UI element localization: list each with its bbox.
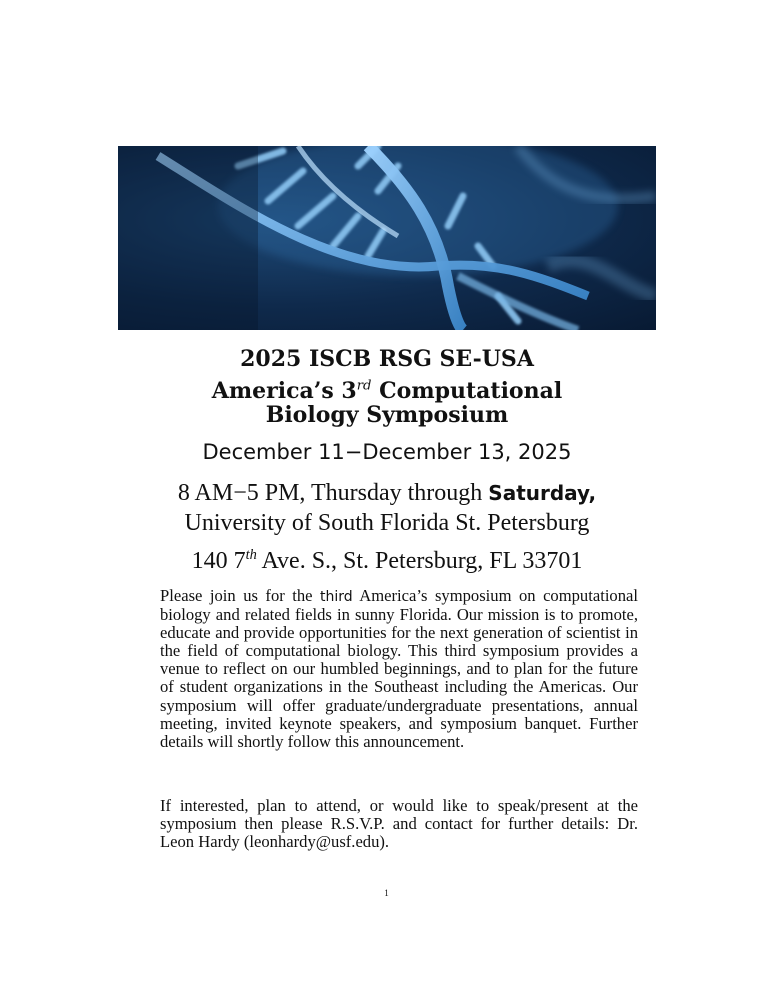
- title-post: Computational: [371, 378, 563, 404]
- dna-banner-image: [118, 146, 656, 330]
- address-ordinal-suffix: th: [245, 547, 257, 563]
- invitation-emphasis: third: [320, 589, 353, 605]
- event-time-range: 8 AM−5 PM, Thursday through: [177, 480, 489, 506]
- event-address: [118, 548, 656, 575]
- invitation-paragraph: [160, 587, 638, 751]
- page-number: 1: [384, 888, 389, 898]
- address-number: 140 7: [191, 548, 246, 574]
- title-pre: America’s 3: [211, 378, 357, 404]
- invitation-post: America’s symposium on computational biology and related fields in sunny Florida. Our mission is to promote, educate and provide opportunities for the next generation of scientist in the field of computational biology. This third symposium provides a venue to reflect on our humbled beginnings, and to plan for the future of student organizations in the Southeast including the Americas. Our symposium will offer graduate/undergraduate presentations, annual meeting, invited keynote speakers, and symposium banquet. Further details will shortly follow this announcement.: [160, 586, 638, 751]
- symposium-title-line: [118, 378, 656, 404]
- event-time: [118, 480, 656, 507]
- event-time-end-day: Saturday,: [488, 481, 597, 505]
- event-venue: University of South Florida St. Petersburg: [184, 510, 590, 536]
- invitation-pre: Please join us for the: [160, 586, 321, 605]
- dna-helix-illustration: [118, 146, 656, 330]
- address-rest: Ave. S., St. Petersburg, FL 33701: [256, 548, 583, 574]
- rsvp-paragraph: If interested, plan to attend, or would like to speak/present at the symposium then please R.S.V.P. and contact for further details: Dr. Leon Hardy (leonhardy@usf.edu).: [160, 796, 638, 852]
- symposium-org-title: 2025 ISCB RSG SE-USA: [240, 346, 534, 372]
- symposium-subtitle: Biology Symposium: [265, 402, 509, 428]
- event-dates: December 11−December 13, 2025: [202, 440, 572, 464]
- title-ordinal-suffix: rd: [356, 378, 372, 394]
